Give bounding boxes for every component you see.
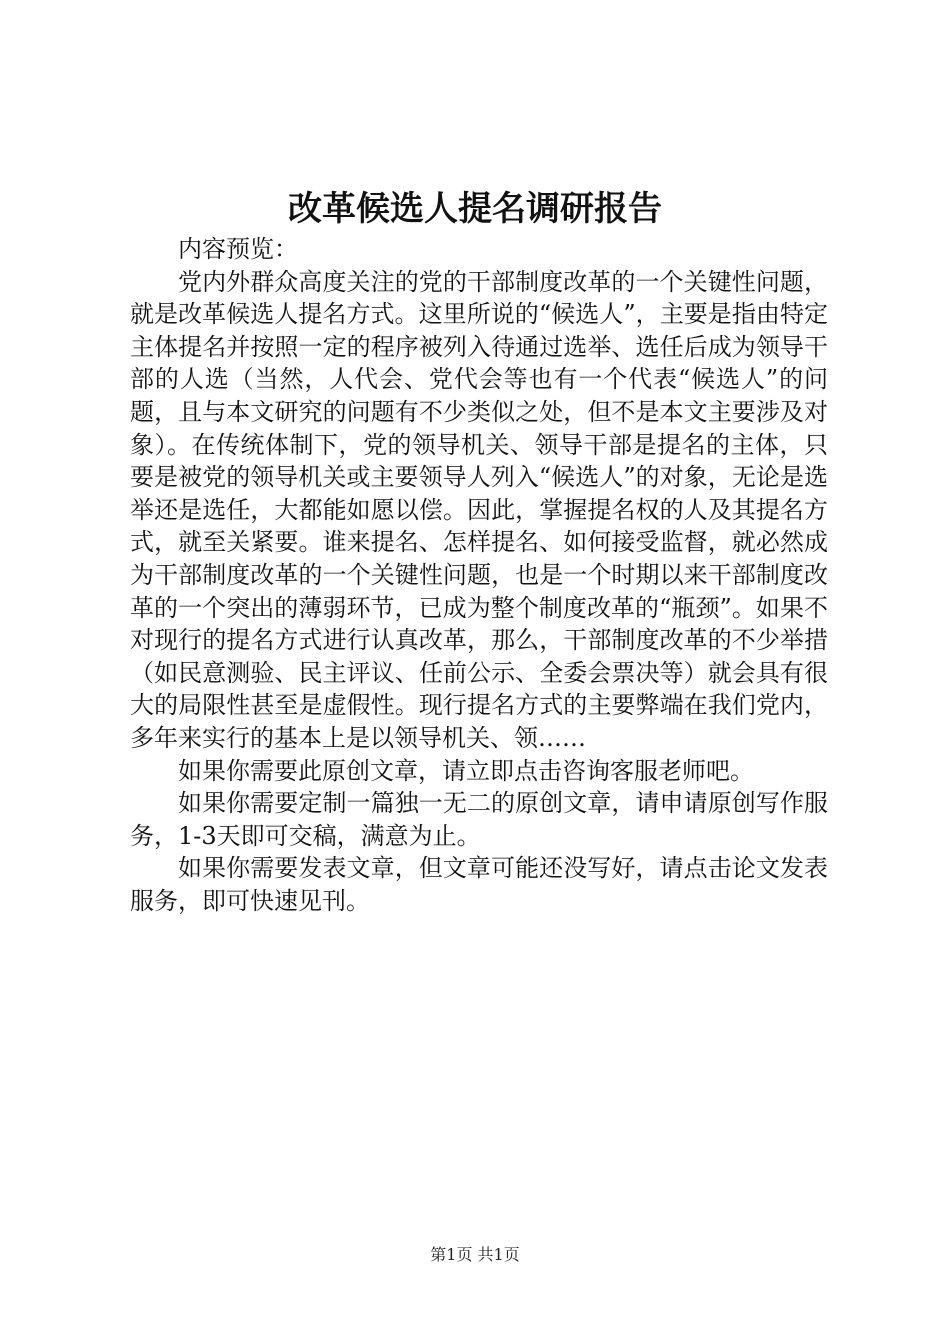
preview-label-paragraph: 内容预览：: [178, 235, 298, 263]
publish-service-paragraph: 如果你需要发表文章，但文章可能还没写好，请点击论文发表服务，即可快速见刊。: [130, 854, 828, 915]
page-number-footer: 第1页 共1页: [430, 1245, 520, 1264]
custom-writing-paragraph: 如果你需要定制一篇独一无二的原创文章，请申请原创写作服务，1-3天即可交稿，满意为止。: [130, 789, 828, 850]
consult-service-paragraph: 如果你需要此原创文章，请立即点击咨询客服老师吧。: [178, 756, 754, 785]
preview-content-paragraph: 党内外群众高度关注的党的干部制度改革的一个关键性问题，就是改革候选人提名方式。这里所说的“候选人”，主要是指由特定主体提名并按照一定的程序被列入待通过选举、选任后成为领导干部的人选（当然，人代会、党代会等也有一个代表“候选人”的问题，且与本文研究的问题有不少类似之处，但不是本文主要涉及对象）。在传统体制下，党的领导机关、领导干部是提名的主体，只要是被党的领导机关或主要领导人列入“候选人”的对象，无论是选举还是选任，大都能如愿以偿。因此，掌握提名权的人及其提名方式，就至关紧要。谁来提名、怎样提名、如何接受监督，就必然成为干部制度改革的一个关键性问题，也是一个时期以来干部制度改革的一个突出的薄弱环节，已成为整个制度改革的“瓶颈”。如果不对现行的提名方式进行认真改革，那么，干部制度改革的不少举措（如民意测验、民主评议、任前公示、全委会票决等）就会具有很大的局限性甚至是虚假性。现行提名方式的主要弊端在我们党内，多年来实行的基本上是以领导机关、领……: [130, 267, 828, 752]
document-body: [130, 233, 828, 917]
document-title: 改革候选人提名调研报告: [288, 189, 662, 229]
